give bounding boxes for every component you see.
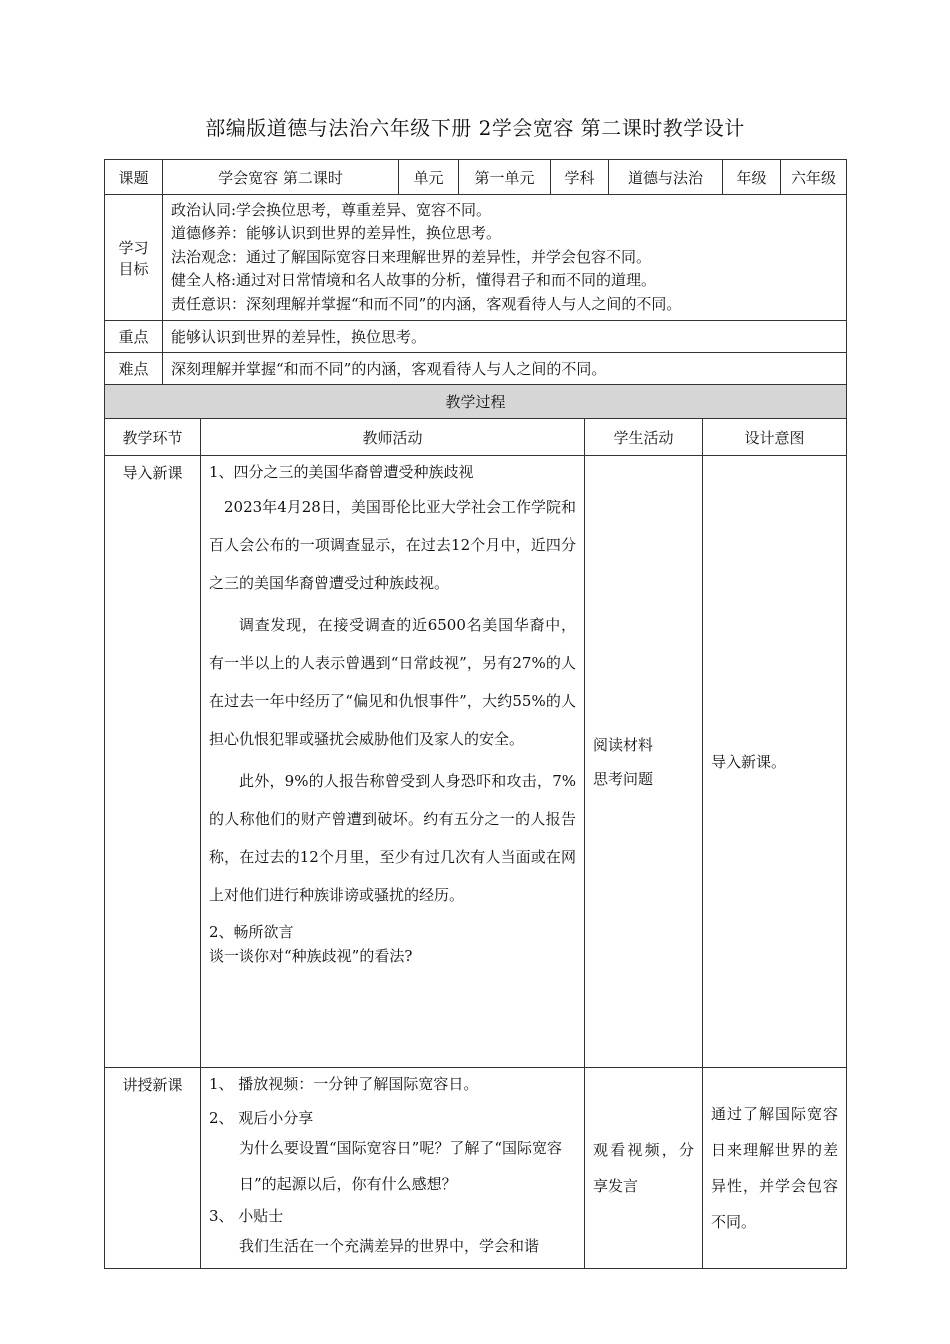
process-heading: 教学过程 xyxy=(105,385,847,419)
table-row xyxy=(105,456,847,1068)
difficulty-value: 深刻理解并掌握“和而不同”的内涵，客观看待人与人之间的不同。 xyxy=(163,353,847,385)
teacher-activity-new-lesson xyxy=(201,1068,585,1269)
key-point-value: 能够认识到世界的差异性，换位思考。 xyxy=(163,321,847,353)
intro-paragraph-2: 调查发现，在接受调查的近6500名美国华裔中，有一半以上的人表示曾遇到“日常歧视”，另有27%的人在过去一年中经历了“偏见和仇恨事件”，大约55%的人担心仇恨犯罪或骚扰会威胁他们及家人的安全。 xyxy=(209,616,576,748)
new-lesson-item-1: 1、 播放视频：一分钟了解国际宽容日。 xyxy=(209,1075,479,1093)
objective-item: 责任意识：深刻理解并掌握“和而不同”的内涵，客观看待人与人之间的不同。 xyxy=(171,294,682,313)
subject-value: 道德与法治 xyxy=(609,160,723,195)
grade-value: 六年级 xyxy=(781,160,847,195)
topic-value: 学会宽容 第二课时 xyxy=(163,160,399,195)
difficulty-row xyxy=(105,353,847,385)
new-lesson-item-2: 2、 观后小分享 xyxy=(209,1109,314,1127)
student-activity-new-lesson: 观看视频，分享发言 xyxy=(585,1068,703,1269)
design-intent-new-lesson: 通过了解国际宽容日来理解世界的差异性，并学会包容不同。 xyxy=(703,1068,847,1269)
grade-label: 年级 xyxy=(723,160,781,195)
objective-item: 政治认同:学会换位思考，尊重差异、宽容不同。 xyxy=(171,200,492,219)
document-title: 部编版道德与法治六年级下册 2学会宽容 第二课时教学设计 xyxy=(205,116,745,140)
objectives-label: 学习 目标 xyxy=(105,195,163,321)
column-student: 学生活动 xyxy=(585,419,703,456)
objectives-row xyxy=(105,195,847,321)
column-teacher: 教师活动 xyxy=(201,419,585,456)
lesson-info-table xyxy=(104,159,847,385)
design-intent-intro: 导入新课。 xyxy=(703,456,847,1068)
subject-label: 学科 xyxy=(551,160,609,195)
table-row xyxy=(105,1068,847,1269)
unit-label: 单元 xyxy=(399,160,459,195)
process-heading-row xyxy=(105,385,847,419)
intro-heading-2: 2、畅所欲言 xyxy=(209,923,294,941)
difficulty-label: 难点 xyxy=(105,353,163,385)
column-intent: 设计意图 xyxy=(703,419,847,456)
key-point-label: 重点 xyxy=(105,321,163,353)
new-lesson-item-3: 3、 小贴士 xyxy=(209,1207,284,1225)
column-stage: 教学环节 xyxy=(105,419,201,456)
new-lesson-question: 为什么要设置“国际宽容日”呢？了解了“国际宽容日”的起源以后，你有什么感想？ xyxy=(239,1139,563,1193)
teaching-process-table xyxy=(104,384,847,1269)
intro-paragraph-3: 此外，9%的人报告称曾受到人身恐吓和攻击，7%的人称他们的财产曾遭到破坏。约有五分之一的人报告称，在过去的12个月里，至少有过几次有人当面或在网上对他们进行种族诽谤或骚扰的经历。 xyxy=(209,772,576,904)
header-row xyxy=(105,160,847,195)
key-point-row xyxy=(105,321,847,353)
objective-item: 道德修养：能够认识到世界的差异性，换位思考。 xyxy=(171,224,502,243)
intro-question: 谈一谈你对“种族歧视”的看法? xyxy=(209,947,413,965)
objective-item: 法治观念：通过了解国际宽容日来理解世界的差异性，并学会包容不同。 xyxy=(171,247,652,266)
new-lesson-tip: 我们生活在一个充满差异的世界中，学会和谐 xyxy=(239,1237,540,1255)
objectives-list xyxy=(163,195,847,321)
intro-paragraph-1: 2023年4月28日，美国哥伦比亚大学社会工作学院和百人会公布的一项调查显示，在过去12个月中，近四分之三的美国华裔曾遭受过种族歧视。 xyxy=(209,498,576,592)
process-columns-row xyxy=(105,419,847,456)
intro-heading-1: 1、四分之三的美国华裔曾遭受种族歧视 xyxy=(209,463,474,481)
unit-value: 第一单元 xyxy=(459,160,551,195)
student-activity-intro: 阅读材料 思考问题 xyxy=(585,456,703,1068)
stage-new-lesson: 讲授新课 xyxy=(105,1068,201,1269)
topic-label: 课题 xyxy=(105,160,163,195)
stage-intro: 导入新课 xyxy=(105,456,201,1068)
objective-item: 健全人格:通过对日常情境和名人故事的分析，懂得君子和而不同的道理。 xyxy=(171,271,657,290)
teacher-activity-intro xyxy=(201,456,585,1068)
